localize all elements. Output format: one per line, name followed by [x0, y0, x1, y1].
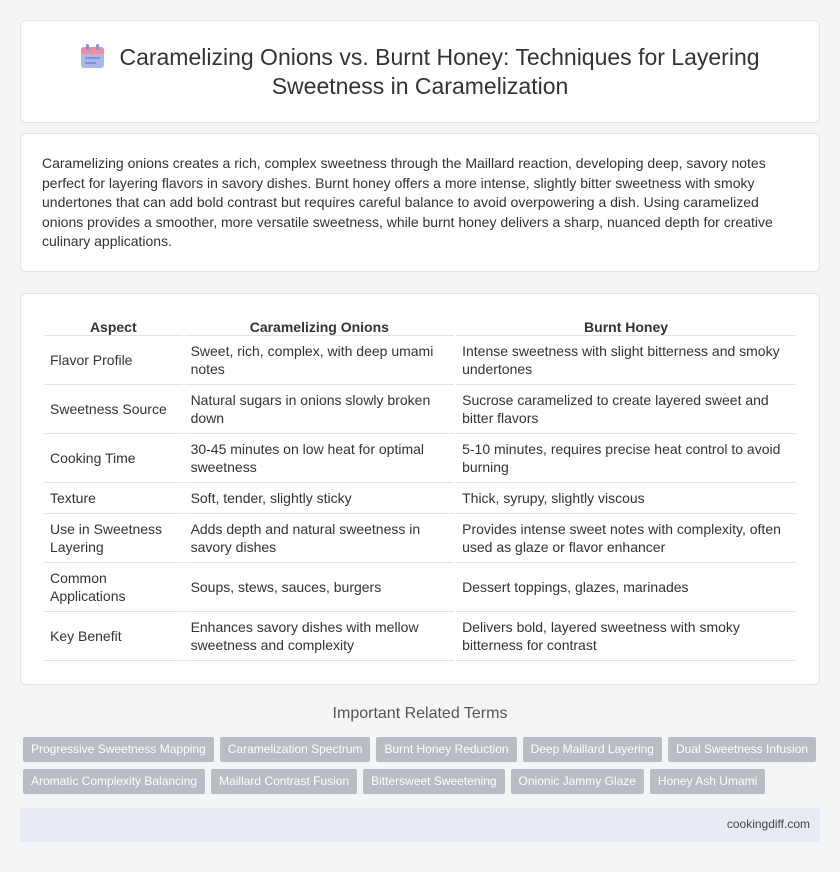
intro-card [20, 133, 820, 272]
table-header-row [44, 316, 796, 336]
row-onions: Adds depth and natural sweetness in savory dishes [185, 514, 455, 563]
row-onions: Natural sugars in onions slowly broken down [185, 385, 455, 434]
table-row [44, 563, 796, 612]
comparison-table [42, 316, 798, 661]
row-honey: 5-10 minutes, requires precise heat control to avoid burning [456, 434, 796, 483]
row-honey: Intense sweetness with slight bitterness and smoky undertones [456, 336, 796, 385]
tag[interactable]: Onionic Jammy Glaze [511, 769, 644, 794]
tag[interactable]: Maillard Contrast Fusion [211, 769, 357, 794]
calendar-icon [80, 43, 105, 69]
page-title: Caramelizing Onions vs. Burnt Honey: Techniques for Layering Sweetness in Caramelization [119, 44, 760, 99]
page-title-wrap [61, 43, 779, 101]
comparison-card [20, 293, 820, 685]
row-honey: Dessert toppings, glazes, marinades [456, 563, 796, 612]
row-aspect: Cooking Time [44, 434, 183, 483]
row-aspect: Flavor Profile [44, 336, 183, 385]
table-row [44, 514, 796, 563]
row-honey: Sucrose caramelized to create layered sweet and bitter flavors [456, 385, 796, 434]
table-row [44, 385, 796, 434]
row-onions: Soups, stews, sauces, burgers [185, 563, 455, 612]
tag[interactable]: Aromatic Complexity Balancing [23, 769, 205, 794]
tag[interactable]: Honey Ash Umami [650, 769, 765, 794]
tag[interactable]: Deep Maillard Layering [523, 737, 662, 762]
table-row [44, 434, 796, 483]
row-aspect: Common Applications [44, 563, 183, 612]
tag-row [23, 769, 823, 801]
intro-paragraph: Caramelizing onions creates a rich, complex sweetness through the Maillard reaction, developing deep, savory notes perfect for layering flavors in savory dishes. Burnt honey offers a more intense, slightly bitter sweetness with smoky undertones that can add bold contrast but requires careful balance to avoid overpowering a dish. Using caramelized onions provides a smoother, more versatile sweetness, while burnt honey delivers a sharp, nuanced depth for creative culinary applications. [42, 155, 773, 250]
row-aspect: Sweetness Source [44, 385, 183, 434]
tag[interactable]: Dual Sweetness Infusion [668, 737, 816, 762]
row-onions: Sweet, rich, complex, with deep umami notes [185, 336, 455, 385]
row-honey: Delivers bold, layered sweetness with smoky bitterness for contrast [456, 612, 796, 661]
row-honey: Thick, syrupy, slightly viscous [456, 483, 796, 514]
related-terms-tags [23, 737, 823, 801]
table-row [44, 483, 796, 514]
tag[interactable]: Bittersweet Sweetening [363, 769, 504, 794]
tag[interactable]: Caramelization Spectrum [220, 737, 371, 762]
row-honey: Provides intense sweet notes with complexity, often used as glaze or flavor enhancer [456, 514, 796, 563]
related-terms-heading: Important Related Terms [332, 705, 508, 722]
row-aspect: Key Benefit [44, 612, 183, 661]
tag[interactable]: Burnt Honey Reduction [376, 737, 516, 762]
row-aspect: Texture [44, 483, 183, 514]
title-card [20, 20, 820, 123]
header-aspect: Aspect [44, 316, 183, 336]
footer [20, 808, 820, 842]
tag[interactable]: Progressive Sweetness Mapping [23, 737, 214, 762]
header-burnt-honey: Burnt Honey [456, 316, 796, 336]
row-aspect: Use in Sweetness Layering [44, 514, 183, 563]
table-row [44, 612, 796, 661]
table-row [44, 336, 796, 385]
row-onions: Enhances savory dishes with mellow sweetness and complexity [185, 612, 455, 661]
row-onions: Soft, tender, slightly sticky [185, 483, 455, 514]
row-onions: 30-45 minutes on low heat for optimal sweetness [185, 434, 455, 483]
tag-row [23, 737, 823, 769]
header-caramelizing-onions: Caramelizing Onions [185, 316, 455, 336]
footer-site-link[interactable]: cookingdiff.com [726, 817, 810, 831]
